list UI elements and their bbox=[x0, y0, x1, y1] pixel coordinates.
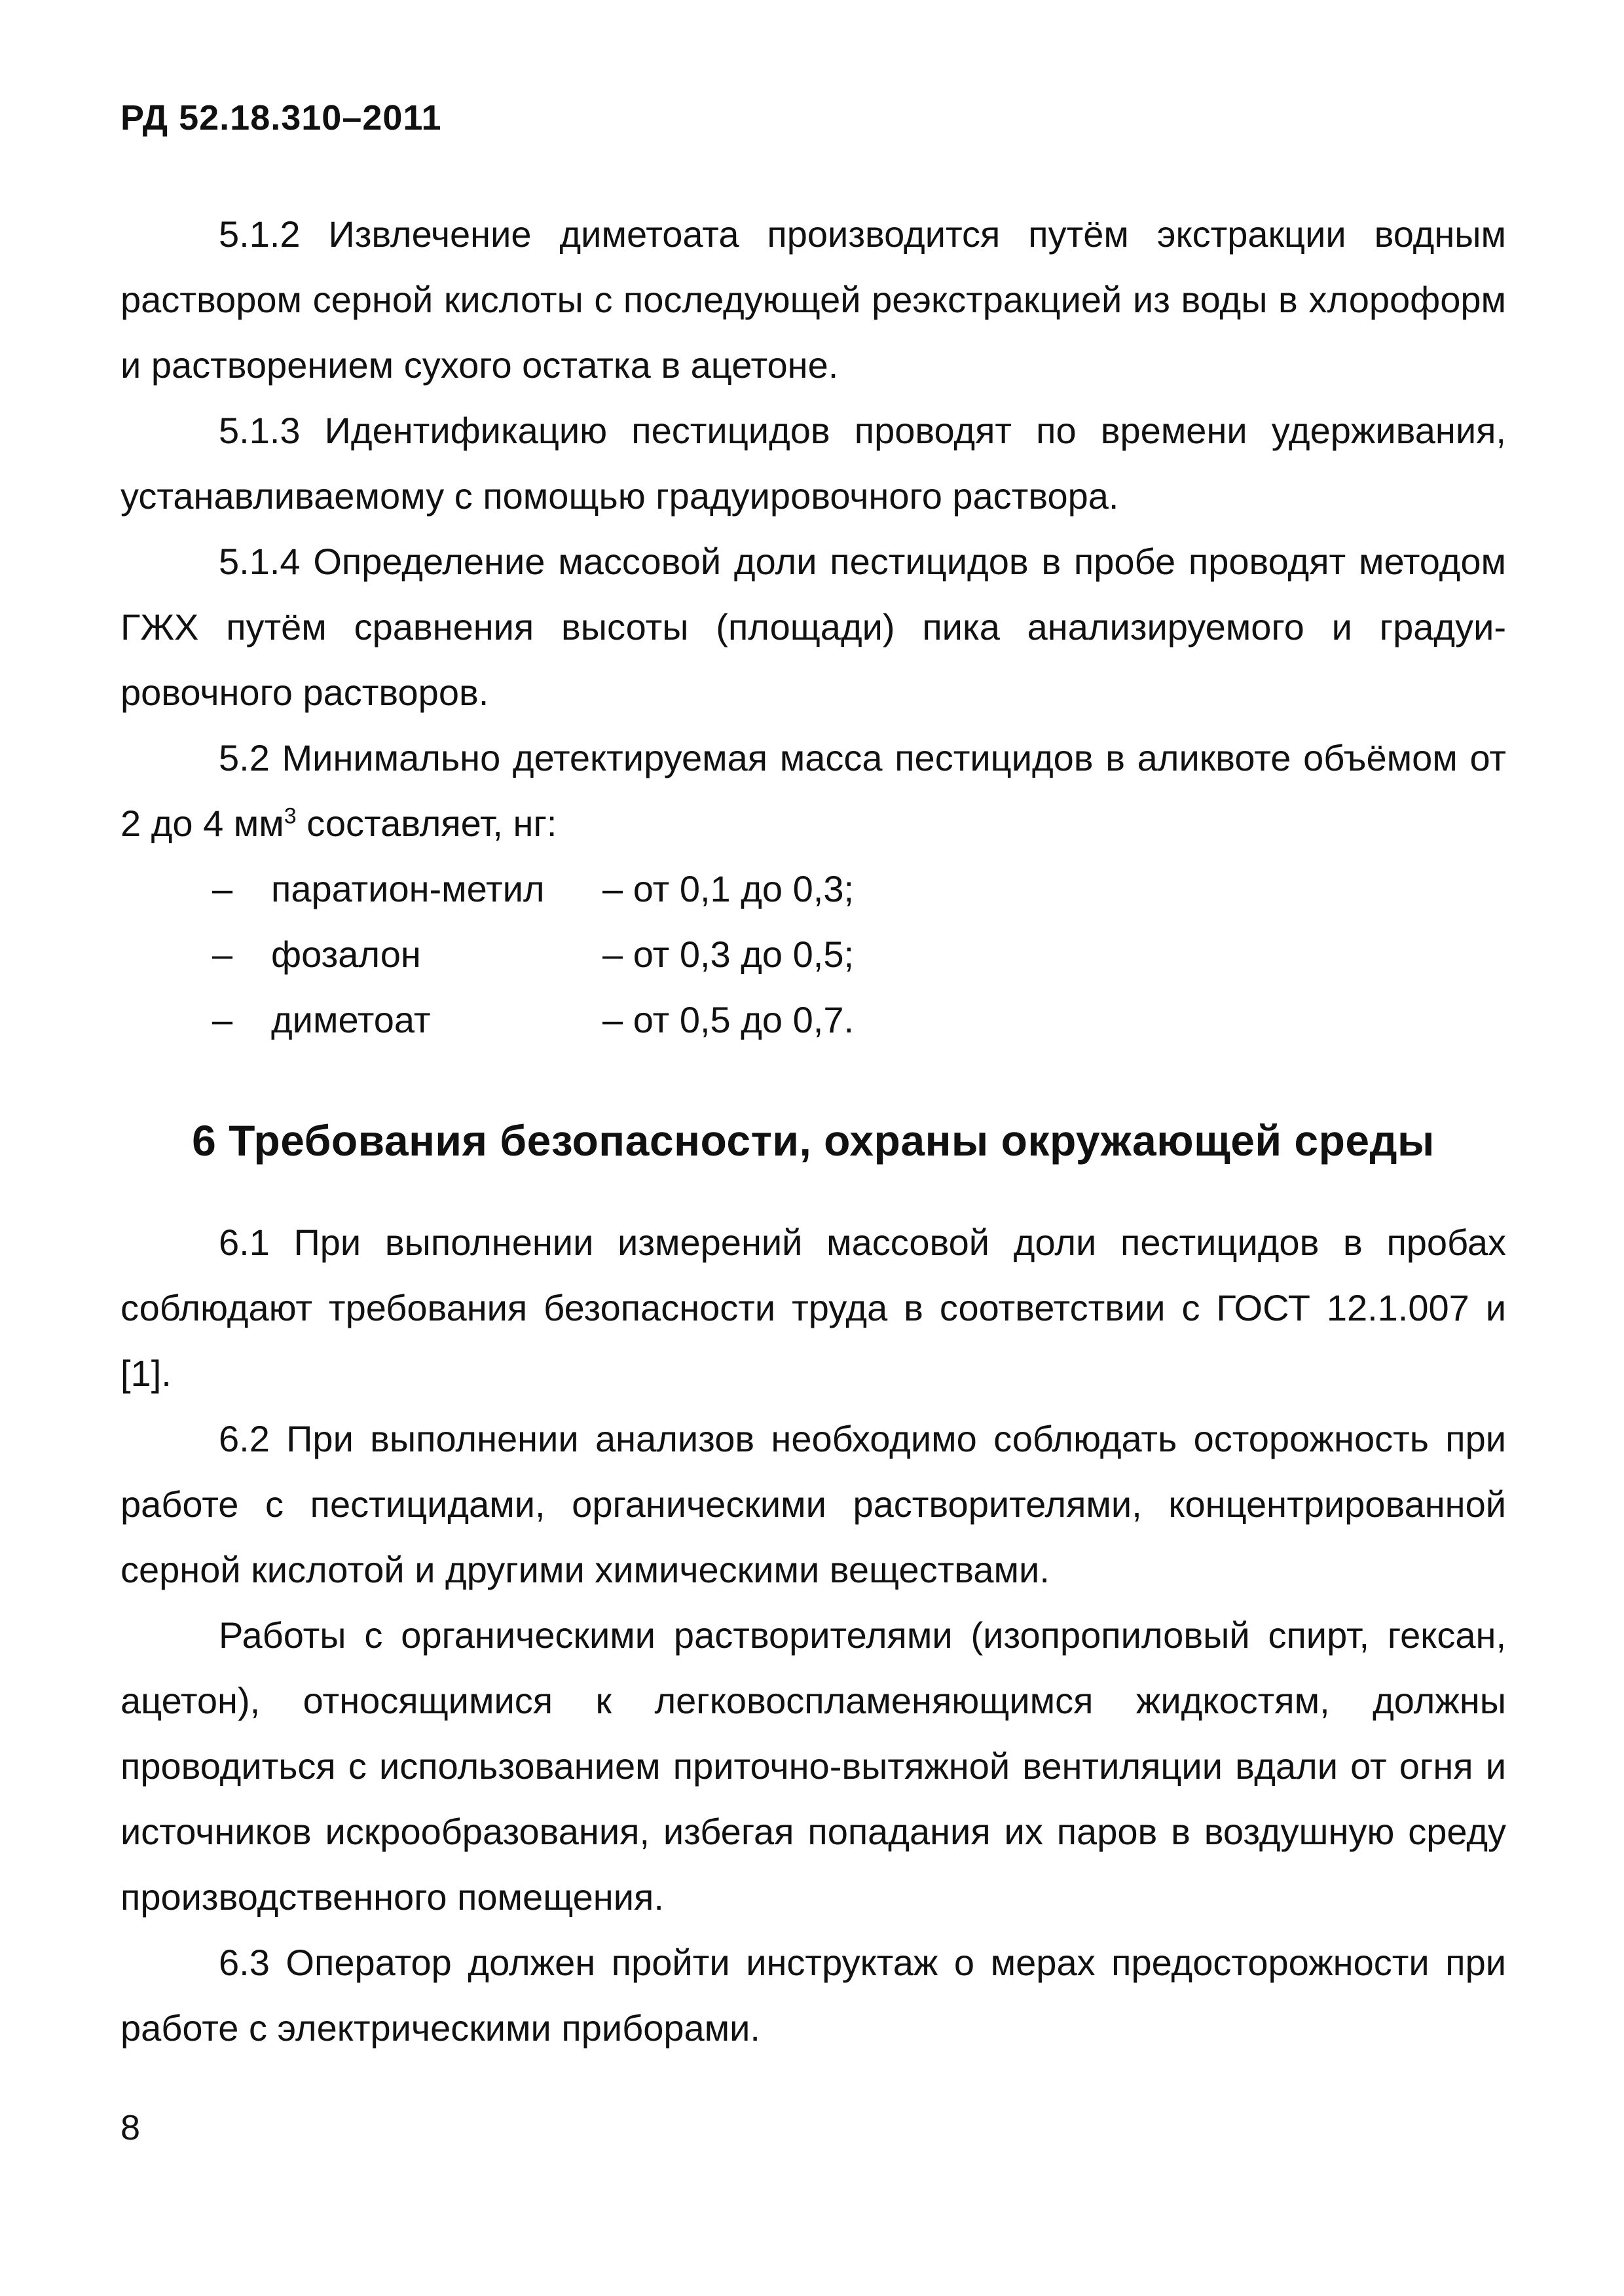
list-item bbox=[120, 987, 1506, 1053]
paragraph-6-1: 6.1 При выполнении измерений массовой доли пестицидов в пробах соблюдают требования безопасности труда в соответствии с ГОСТ 12.1.007 и [1]. bbox=[120, 1222, 1506, 1394]
detection-mass-list bbox=[120, 856, 1506, 1053]
paragraph-5-1-2: 5.1.2 Извлечение диметоата производится путём экстракции водным раствором серной кислоты с последующей реэкстракцией из воды в хлороформ и растворением сухого остатка в ацетоне. bbox=[120, 213, 1506, 386]
pesticide-name: паратион-метил bbox=[271, 868, 545, 909]
paragraph-6-2: 6.2 При выполнении анализов необходимо соблюдать осторожность при работе с пестицидами, органическими растворителями, концентрированной серной кислотой и другими химическими веществами. bbox=[120, 1418, 1506, 1590]
paragraph-6-2-continued: Работы с органическими растворителями (изопропиловый спирт, гексан, ацетон), относящимися к легковоспламеняющимся жидкостям, должны проводиться с использованием приточно-вытяжной вентиляции вдали от огня и источников искрообразования, избегая попадания их паров в воздушную среду производственного помещения. bbox=[120, 1614, 1506, 1918]
paragraph-5-2-text: 5.2 Минимально детектируемая масса пестицидов в аликвоте объёмом от 2 до 4 мм bbox=[120, 737, 1506, 844]
list-dash: – bbox=[212, 999, 233, 1040]
paragraph-5-1-4: 5.1.4 Определение массовой доли пестицидов в пробе проводят методом ГЖХ путём сравнения высоты (площади) пика анализируемого и градуировочного растворов. bbox=[120, 541, 1506, 713]
pesticide-name: диметоат bbox=[271, 999, 431, 1040]
paragraph-6-3: 6.3 Оператор должен пройти инструктаж о мерах предосторожности при работе с электрическими приборами. bbox=[120, 1942, 1506, 2049]
paragraph-5-2 bbox=[120, 725, 1506, 856]
detection-range: – от 0,1 до 0,3; bbox=[602, 868, 855, 909]
list-item bbox=[120, 922, 1506, 987]
cubic-superscript: 3 bbox=[284, 803, 297, 829]
paragraph-5-1-3: 5.1.3 Идентификацию пестицидов проводят по времени удерживания, устанавливаемому с помощью градуировочного раствора. bbox=[120, 410, 1506, 517]
document-code: РД 52.18.310–2011 bbox=[120, 98, 442, 137]
detection-range: – от 0,3 до 0,5; bbox=[602, 934, 855, 975]
body-text bbox=[120, 202, 1506, 2061]
list-item bbox=[120, 856, 1506, 922]
list-dash: – bbox=[212, 934, 233, 975]
pesticide-name: фозалон bbox=[271, 934, 421, 975]
detection-range: – от 0,5 до 0,7. bbox=[602, 999, 855, 1040]
paragraph-5-2-end: составляет, нг: bbox=[296, 803, 557, 844]
page-number: 8 bbox=[120, 2108, 141, 2147]
section-6-title: 6 Требования безопасности, охраны окружающей среды bbox=[192, 1116, 1435, 1165]
list-dash: – bbox=[212, 868, 233, 909]
